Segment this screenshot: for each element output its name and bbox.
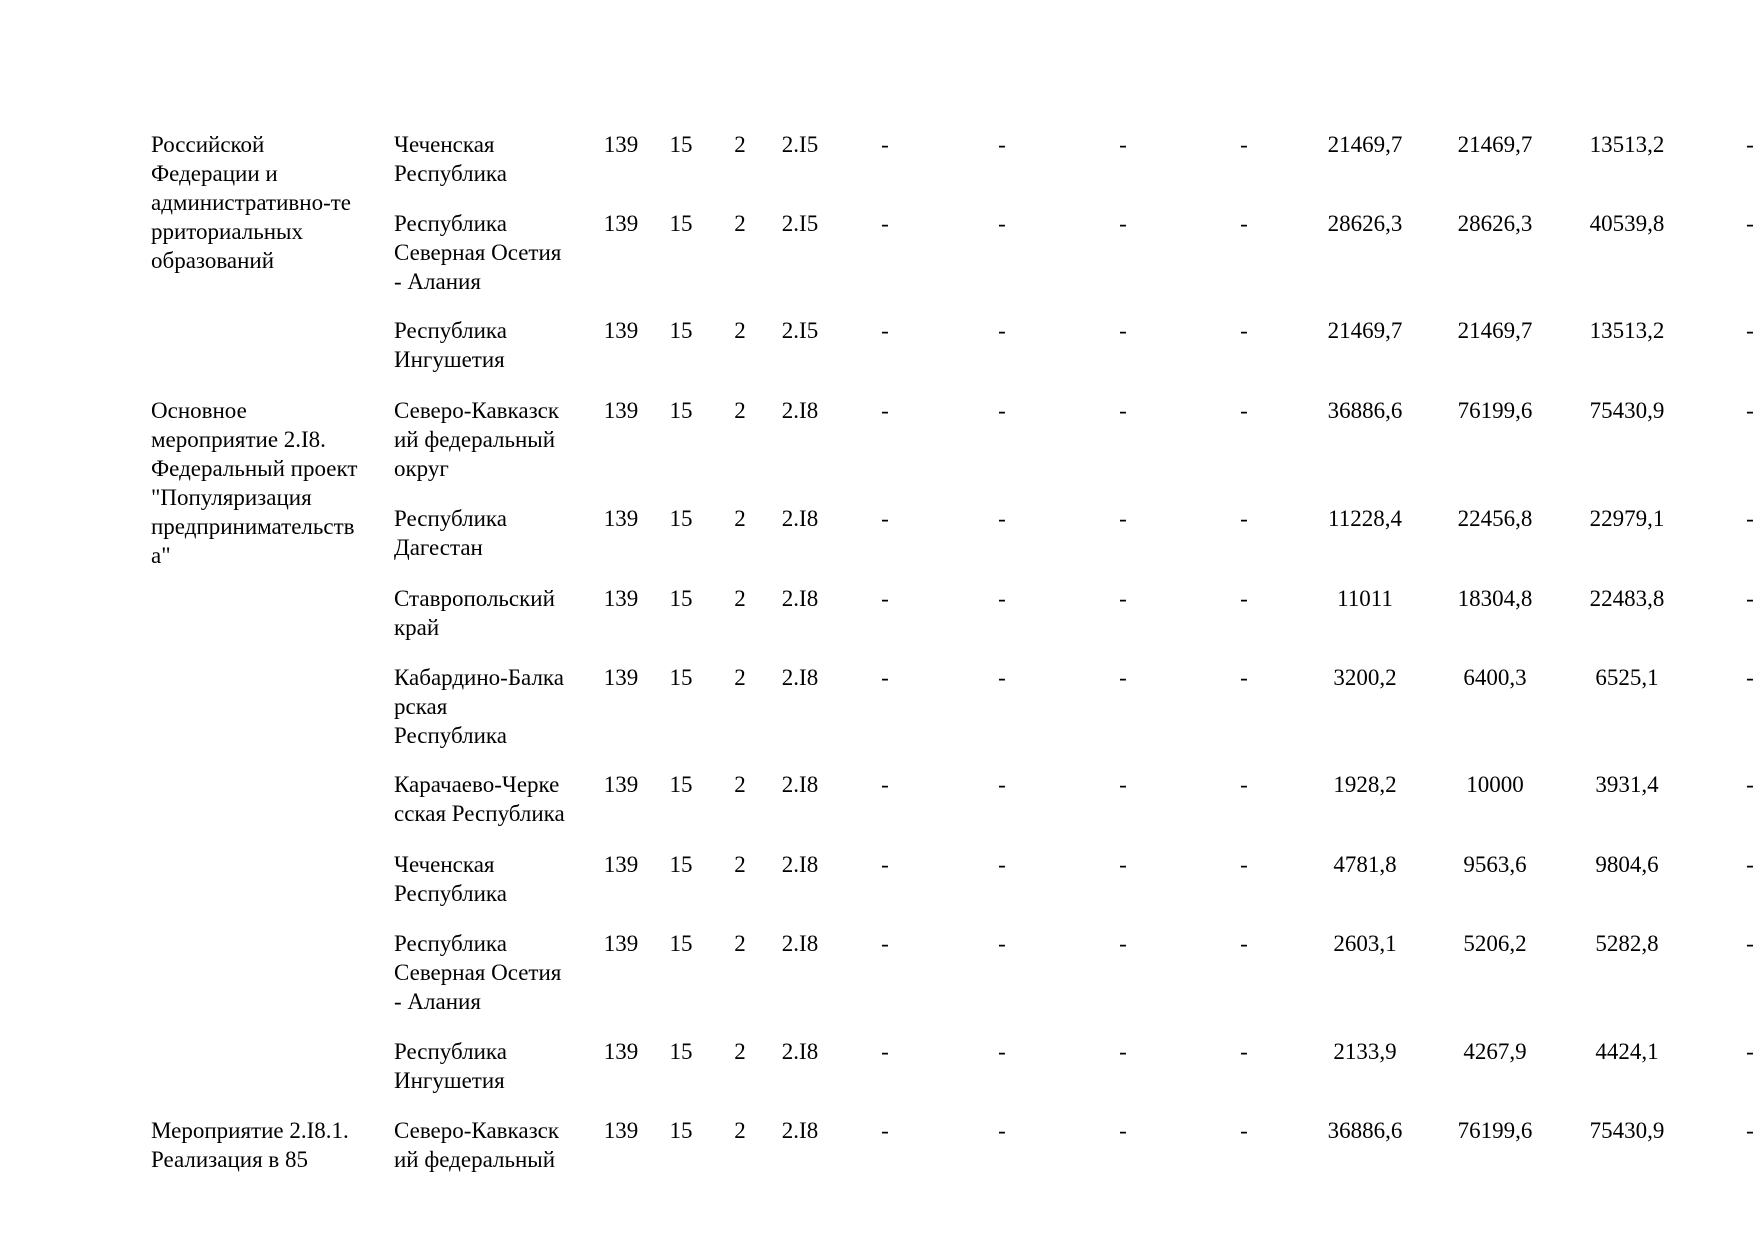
value-cell: - [998,586,1006,611]
value-cell: - [881,132,889,157]
region-cell: Северо-Кавказск ий федеральный округ [394,398,560,481]
subsection-cell: 2 [734,1118,746,1143]
value-cell: 36886,6 [1327,1118,1403,1143]
measure-description: Российской Федерации и административно-те рриториальных образований [151,132,351,273]
region-cell: Республика Северная Осетия - Алания [394,931,562,1014]
value-cell: - [998,318,1006,343]
value-cell: - [1119,318,1127,343]
value-cell: 22483,8 [1589,586,1665,611]
value-cell: - [1746,1039,1754,1064]
target-article-cell: 2.I8 [781,398,819,423]
section-cell: 15 [669,506,693,531]
grbs-cell: 139 [603,852,639,877]
value-cell: - [881,398,889,423]
measure-description: Мероприятие 2.I8.1. Реализация в 85 [151,1118,349,1172]
region-cell: Карачаево-Черке сская Республика [394,772,565,826]
value-cell: - [1119,1118,1127,1143]
value-cell: 11228,4 [1328,506,1402,531]
section-cell: 15 [669,772,693,797]
value-cell: - [998,398,1006,423]
value-cell: - [1746,506,1754,531]
value-cell: - [1119,852,1127,877]
grbs-cell: 139 [603,931,639,956]
value-cell: 40539,8 [1589,211,1665,236]
value-cell: 4424,1 [1595,1039,1659,1064]
grbs-cell: 139 [603,506,639,531]
region-cell: Кабардино-Балка рская Республика [394,665,564,748]
value-cell: 18304,8 [1457,586,1533,611]
value-cell: - [1119,506,1127,531]
section-cell: 15 [669,1118,693,1143]
value-cell: - [881,852,889,877]
value-cell: 36886,6 [1327,398,1403,423]
region-cell: Северо-Кавказск ий федеральный [394,1118,560,1172]
value-cell: - [1119,931,1127,956]
target-article-cell: 2.I5 [781,132,819,157]
value-cell: 21469,7 [1327,132,1403,157]
value-cell: - [1240,852,1248,877]
value-cell: - [1240,931,1248,956]
value-cell: - [1746,772,1754,797]
target-article-cell: 2.I8 [781,852,819,877]
value-cell: 21469,7 [1457,132,1533,157]
value-cell: 13513,2 [1589,132,1665,157]
value-cell: - [1119,1039,1127,1064]
value-cell: 75430,9 [1589,398,1665,423]
table-row [0,130,1754,186]
region-cell: Чеченская Республика [394,852,507,906]
value-cell: - [1746,852,1754,877]
value-cell: - [881,586,889,611]
value-cell: - [998,211,1006,236]
subsection-cell: 2 [734,772,746,797]
section-cell: 15 [669,398,693,423]
value-cell: 76199,6 [1457,1118,1533,1143]
section-cell: 15 [669,132,693,157]
section-cell: 15 [669,1039,693,1064]
value-cell: 1928,2 [1333,772,1397,797]
value-cell: - [881,1039,889,1064]
table-row [0,663,1754,748]
value-cell: - [1240,665,1248,690]
subsection-cell: 2 [734,1039,746,1064]
region-cell: Республика Ингушетия [394,318,507,372]
value-cell: 22979,1 [1589,506,1665,531]
subsection-cell: 2 [734,398,746,423]
target-article-cell: 2.I8 [781,665,819,690]
value-cell: - [998,931,1006,956]
value-cell: - [998,1039,1006,1064]
value-cell: - [1746,398,1754,423]
value-cell: - [1240,1118,1248,1143]
grbs-cell: 139 [603,318,639,343]
value-cell: - [1240,586,1248,611]
value-cell: - [998,772,1006,797]
target-article-cell: 2.I8 [781,506,819,531]
table-row [0,209,1754,294]
grbs-cell: 139 [603,398,639,423]
measure-description: Основное мероприятие 2.I8. Федеральный проект "Популяризация предпринимательств а" [151,398,358,568]
subsection-cell: 2 [734,852,746,877]
value-cell: - [881,1118,889,1143]
section-cell: 15 [669,665,693,690]
value-cell: - [1746,931,1754,956]
table-row [0,1116,1754,1172]
value-cell: - [1746,132,1754,157]
value-cell: - [881,931,889,956]
value-cell: - [1746,665,1754,690]
value-cell: 22456,8 [1457,506,1533,531]
table-row [0,850,1754,906]
table-row [0,316,1754,372]
value-cell: - [1240,1039,1248,1064]
target-article-cell: 2.I8 [781,586,819,611]
table-row [0,1037,1754,1093]
value-cell: 2133,9 [1333,1039,1397,1064]
subsection-cell: 2 [734,506,746,531]
region-cell: Республика Северная Осетия - Алания [394,211,562,294]
value-cell: - [998,1118,1006,1143]
value-cell: 9804,6 [1595,852,1659,877]
grbs-cell: 139 [603,665,639,690]
value-cell: - [1240,772,1248,797]
subsection-cell: 2 [734,931,746,956]
value-cell: 4267,9 [1463,1039,1527,1064]
subsection-cell: 2 [734,665,746,690]
section-cell: 15 [669,211,693,236]
region-cell: Ставропольский край [394,586,555,640]
value-cell: - [1746,1118,1754,1143]
grbs-cell: 139 [603,772,639,797]
value-cell: 28626,3 [1457,211,1533,236]
section-cell: 15 [669,931,693,956]
value-cell: 76199,6 [1457,398,1533,423]
value-cell: - [1746,586,1754,611]
table-row [0,770,1754,826]
grbs-cell: 139 [603,586,639,611]
region-cell: Чеченская Республика [394,132,507,186]
section-cell: 15 [669,852,693,877]
value-cell: - [1119,586,1127,611]
value-cell: 2603,1 [1333,931,1397,956]
target-article-cell: 2.I8 [781,931,819,956]
value-cell: - [998,506,1006,531]
section-cell: 15 [669,318,693,343]
value-cell: - [881,665,889,690]
value-cell: 3200,2 [1333,665,1397,690]
target-article-cell: 2.I5 [781,318,819,343]
value-cell: 4781,8 [1333,852,1397,877]
value-cell: 21469,7 [1327,318,1403,343]
value-cell: 9563,6 [1463,852,1527,877]
value-cell: - [1240,132,1248,157]
target-article-cell: 2.I8 [781,1039,819,1064]
value-cell: - [881,318,889,343]
subsection-cell: 2 [734,318,746,343]
value-cell: 13513,2 [1589,318,1665,343]
value-cell: 75430,9 [1589,1118,1665,1143]
value-cell: 28626,3 [1327,211,1403,236]
subsection-cell: 2 [734,132,746,157]
value-cell: - [1746,211,1754,236]
value-cell: 21469,7 [1457,318,1533,343]
value-cell: - [1240,506,1248,531]
value-cell: - [1119,665,1127,690]
table-row [0,929,1754,1014]
value-cell: - [998,132,1006,157]
value-cell: - [881,506,889,531]
section-cell: 15 [669,586,693,611]
grbs-cell: 139 [603,1118,639,1143]
value-cell: - [1119,211,1127,236]
value-cell: - [1240,318,1248,343]
target-article-cell: 2.I5 [781,211,819,236]
subsection-cell: 2 [734,211,746,236]
value-cell: 6400,3 [1463,665,1527,690]
region-cell: Республика Дагестан [394,506,507,560]
target-article-cell: 2.I8 [781,1118,819,1143]
target-article-cell: 2.I8 [781,772,819,797]
table-row [0,504,1754,560]
region-cell: Республика Ингушетия [394,1039,507,1093]
value-cell: 10000 [1466,772,1524,797]
value-cell: 5206,2 [1463,931,1527,956]
value-cell: 6525,1 [1595,665,1659,690]
value-cell: - [1119,398,1127,423]
value-cell: 3931,4 [1595,772,1659,797]
value-cell: - [1240,211,1248,236]
grbs-cell: 139 [603,1039,639,1064]
value-cell: - [998,852,1006,877]
value-cell: - [881,772,889,797]
grbs-cell: 139 [603,211,639,236]
table-row [0,584,1754,640]
subsection-cell: 2 [734,586,746,611]
value-cell: - [998,665,1006,690]
value-cell: 11011 [1337,586,1393,611]
table-row [0,396,1754,481]
value-cell: - [1746,318,1754,343]
value-cell: 5282,8 [1595,931,1659,956]
grbs-cell: 139 [603,132,639,157]
value-cell: - [1119,132,1127,157]
value-cell: - [881,211,889,236]
value-cell: - [1119,772,1127,797]
value-cell: - [1240,398,1248,423]
